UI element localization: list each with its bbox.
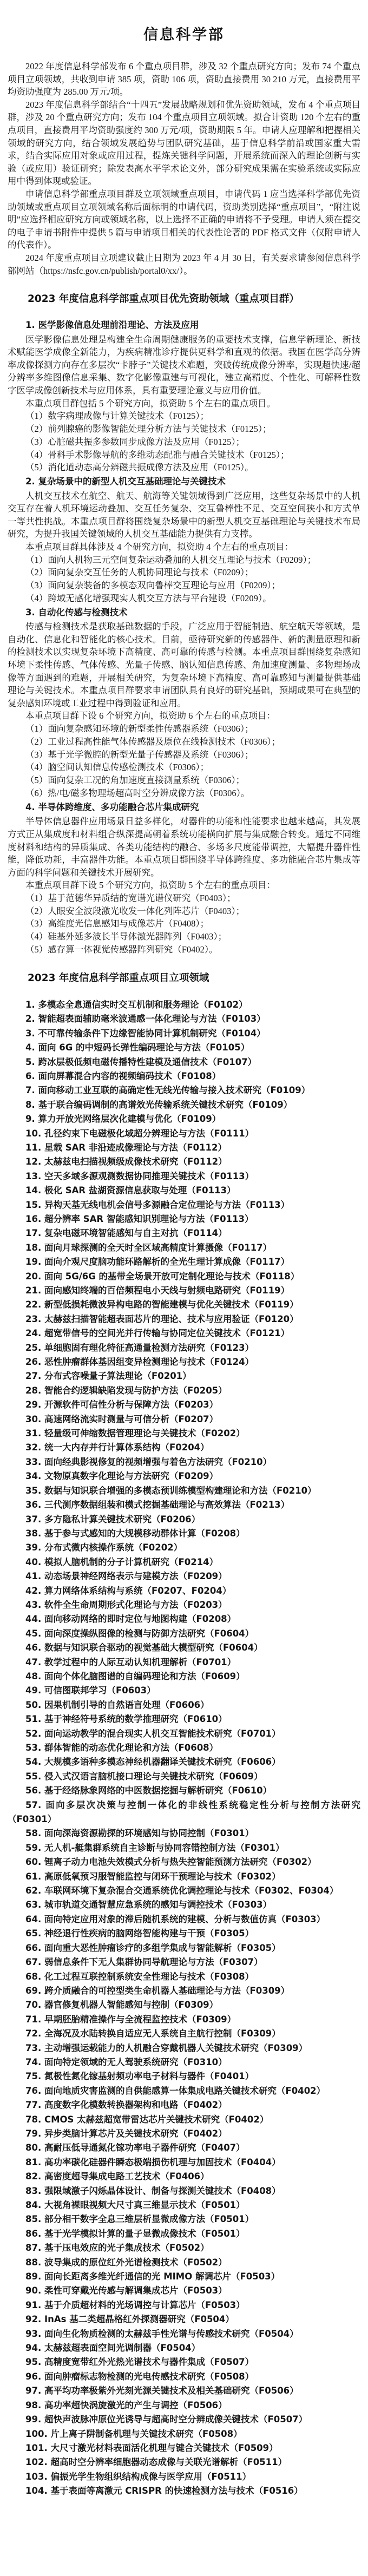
priority-group-4-paragraphs bbox=[8, 815, 360, 892]
key-project-area-item: 87. 基于压电效应的光子集成技术（F0502） bbox=[25, 2243, 209, 2253]
key-project-area-item: 48. 面向个体化脑图谱的自编码理论和方法（F0609） bbox=[25, 1671, 245, 1681]
priority-group-1 bbox=[8, 319, 360, 474]
key-project-area-item: 24. 超宽带信号的空间光并行传输与协同定位关键技术（F0121） bbox=[25, 1328, 290, 1339]
key-project-area-item: 46. 数据与知识联合驱动的视觉基础大模型研究（F0604） bbox=[25, 1642, 263, 1653]
key-project-area-item: 52. 面向运动教学的混合现实人机交互智能技术研究（F0701） bbox=[25, 1728, 281, 1739]
key-project-area-item: 83. 强限域激子闪烁晶体设计、制备与探测关键技术（F0408） bbox=[25, 2185, 281, 2196]
key-project-area-item: 68. 化工过程互联控制系统安全性理论与技术（F0308） bbox=[25, 1971, 254, 1982]
key-project-area-item: 54. 大规模多语种多模态神经机器翻译关键技术研究（F0606） bbox=[25, 1757, 281, 1767]
research-direction: （1）面向复杂感知环境的新型柔性传感器系统（F0306）； bbox=[25, 724, 254, 734]
research-direction: （3）面向复杂装备的多模态双向鲁棒交互理论与应用（F0209）； bbox=[25, 580, 281, 591]
key-project-area-item: 57. 面向多层次决策与控制一体化的非线性系统稳定性分析与控制方法研究（F0301） bbox=[8, 1799, 360, 1825]
key-project-area-item: 74. 面向特定领域的无人驾驶系统研究（F0310） bbox=[25, 2056, 227, 2067]
key-project-area-item: 9. 算力开放光网络层次化建模与优化（F0109） bbox=[25, 1114, 221, 1125]
key-project-area-item: 53. 群体智能的动态优化理论和方法（F0608） bbox=[25, 1743, 219, 1753]
key-project-area-item: 22. 新型低损耗微波异构电路的智能建模与优化关键技术（F0119） bbox=[25, 1299, 299, 1310]
key-project-areas-list bbox=[8, 998, 360, 2499]
key-project-area-item: 15. 异构天基无线电机会信号多源融合定位理论与方法（F0113） bbox=[25, 1199, 290, 1210]
key-project-area-item: 58. 面向深海资源勘探的环境感知与协同控制（F0301） bbox=[25, 1828, 254, 1839]
key-project-area-item: 5. 跨冰层极低频电磁传播特性建模及通信技术（F0107） bbox=[25, 1056, 257, 1067]
research-direction: （1）基于范德华异质结的宽谱光谱仪研究（F0403）； bbox=[25, 892, 236, 903]
key-project-area-item: 63. 城市轨道交通智慧应急系统的感知与调控技术（F0303） bbox=[25, 1900, 272, 1910]
key-project-area-item: 77. 高度数字化模数转换器架构和电路（F0402） bbox=[25, 2100, 227, 2111]
key-project-area-item: 56. 基于经络脉象网络的中医数据挖掘与解析研究（F0610） bbox=[25, 1785, 272, 1796]
key-project-area-item: 17. 复杂电磁环境智能感知与自主对抗（F0114） bbox=[25, 1228, 227, 1239]
key-project-area-item: 29. 开源软件可信性分析与保障方法（F0203） bbox=[25, 1399, 219, 1410]
group-paragraph: 本重点项目群具体涉及 4 个研究方向，拟资助 4 个左右的重点项目： bbox=[25, 542, 293, 553]
key-project-area-item: 96. 面向肿瘤标志物检测的光电传感技术研究（F0508） bbox=[25, 2371, 254, 2382]
research-direction: （1）数字病理成像与计算关键技术（F0125）； bbox=[25, 411, 209, 422]
page-title: 信息科学部 bbox=[143, 27, 225, 43]
key-project-area-item: 78. CMOS 太赫兹超宽带雷达芯片关键技术研究（F0402） bbox=[25, 2114, 269, 2125]
key-project-area-item: 14. 极化 SAR 盐湖资源信息获取与处理（F0113） bbox=[25, 1185, 236, 1196]
key-project-area-item: 60. 锂离子动力电池失效模式分析与热失控智能预测方法研究（F0302） bbox=[25, 1857, 317, 1868]
key-project-area-item: 82. 高密度超导集成电路工艺技术（F0406） bbox=[25, 2171, 209, 2182]
key-project-area-item: 45. 面向深度操纵图像的检测与防御方法研究（F0604） bbox=[25, 1628, 254, 1639]
key-project-area-item: 79. 异步类脑计算芯片及关键技术研究（F0402） bbox=[25, 2128, 227, 2139]
key-project-area-item: 18. 面向月球探测的全天时全区域高精度计算摄像（F0117） bbox=[25, 1242, 272, 1253]
key-project-area-item: 91. 基于介质超材料的光场调控与计算芯片（F0503） bbox=[25, 2299, 245, 2310]
priority-section-heading: 2023 年度信息科学部重点项目优先资助领域（重点项目群） bbox=[28, 293, 299, 305]
key-project-area-item: 13. 空天多域多源观测数据协同推理关键技术（F0113） bbox=[25, 1171, 254, 1181]
priority-group-2 bbox=[8, 475, 360, 605]
key-project-area-item: 51. 基于神经符号系统的数学推理研究（F0610） bbox=[25, 1714, 227, 1725]
priority-group-3-heading: 3. 自动化传感与检测技术 bbox=[25, 607, 128, 617]
key-project-area-item: 35. 数据与知识联合增强的多模态预训练模型构建理论和方法（F0210） bbox=[25, 1485, 317, 1496]
key-project-area-item: 76. 面向地质灾害监测的自供能感算一体集成电路关键技术研究（F0402） bbox=[25, 2085, 326, 2096]
key-project-area-item: 20. 面向 5G/6G 的基带全场景开放可定制化理论与技术（F0118） bbox=[25, 1271, 300, 1282]
priority-group-1-heading: 1. 医学影像信息处理前沿理论、方法及应用 bbox=[25, 320, 199, 331]
key-project-area-item: 98. 高功率超快涡旋激光的产生与调控（F0506） bbox=[25, 2400, 227, 2410]
key-project-area-item: 43. 软件全生命周期形式化理论与方法（F0203） bbox=[25, 1599, 227, 1610]
key-project-area-item: 66. 面向重大恶性肿瘤诊疗的多组学集成与智能解析（F0305） bbox=[25, 1942, 281, 1953]
research-direction: （1）面向人机物三元空间复杂运动叠加的人机交互理论与技术（F0209）； bbox=[25, 554, 317, 565]
key-project-area-item: 64. 面向特定应用对象的滞后随机系统的建模、分析与数值仿真（F0303） bbox=[25, 1914, 326, 1924]
intro-paragraphs bbox=[8, 60, 360, 277]
key-project-area-item: 37. 多方隐私计算关键技术研究（F0206） bbox=[25, 1514, 201, 1524]
key-project-area-item: 49. 可信图联邦学习（F0603） bbox=[25, 1685, 156, 1696]
key-project-area-item: 6. 面向屏幕混合内容的视频编码技术（F0108） bbox=[25, 1070, 221, 1081]
priority-group-3 bbox=[8, 606, 360, 800]
key-project-area-item: 92. InAs 基二类超晶格红外探测器研究（F0504） bbox=[25, 2314, 234, 2325]
key-project-area-item: 103. 偏振光学生物组织结构成像与医学应用（F0511） bbox=[25, 2471, 252, 2482]
research-direction: （2）前列腺癌的影像智能处理分析方法与关键技术（F0125）； bbox=[25, 423, 272, 434]
key-project-area-item: 93. 面向生化物质检测的太赫兹手性光谱与传感技术研究（F0504） bbox=[25, 2328, 299, 2339]
key-project-area-item: 102. 超高时空分辨率细胞器动态成像与关联光谱解析（F0511） bbox=[25, 2457, 287, 2468]
key-project-area-item: 94. 太赫兹超表面空间光调制器（F0504） bbox=[25, 2343, 201, 2354]
key-project-area-item: 25. 单细胞固有理化特征高通量检测方法研究（F0123） bbox=[25, 1342, 254, 1353]
key-project-area-item: 89. 面向长距离多维光纤通信的光 MIMO 解调芯片（F0503） bbox=[25, 2271, 280, 2282]
research-direction: （4）硅基外延多波长半导体激光器阵列（F0403）； bbox=[25, 931, 227, 942]
key-project-area-item: 72. 全海况及水陆转换自适应无人系统自主航行控制（F0309） bbox=[25, 2028, 281, 2039]
key-project-area-item: 71. 早期胚胎精准操作与全流程监控技术（F0309） bbox=[25, 2014, 236, 2025]
key-project-area-item: 65. 神经退行性疾病的脑网络智能构建与干预（F0305） bbox=[25, 1928, 254, 1939]
key-project-area-item: 62. 车联网环境下复杂混合交通系统优化调控理论与技术（F0302、F0304） bbox=[25, 1885, 339, 1896]
key-project-area-item: 100. 片上离子阱制备机理与关键技术研究（F0508） bbox=[25, 2428, 242, 2439]
key-project-area-item: 34. 文物原真数字化理论与方法研究（F0209） bbox=[25, 1471, 219, 1482]
key-project-area-item: 81. 高功率碳化硅器件瞬态极端损伤机理与加固技术（F0404） bbox=[25, 2157, 281, 2167]
priority-group-1-paragraphs bbox=[8, 333, 360, 410]
key-project-area-item: 90. 柔性可穿戴光传感与解调集成芯片（F0503） bbox=[25, 2285, 227, 2296]
key-project-area-item: 12. 太赫兹电扫描视频级成像技术研究（F0112） bbox=[25, 1156, 227, 1167]
key-project-area-item: 99. 超快声波脉冲原位光诱导与超高时空分辨成像关键技术（F0507） bbox=[25, 2414, 308, 2425]
research-direction: （3）高维度光信息感知与成像芯片（F0408）； bbox=[25, 918, 209, 929]
research-direction: （5）消化道动态高分辨磁共振成像方法及应用（F0125）。 bbox=[25, 462, 254, 473]
key-project-area-item: 38. 基于参与式感知的大规模移动群体计算（F0208） bbox=[25, 1528, 245, 1539]
key-project-area-item: 27. 分布式容噪量子算法理论（F0201） bbox=[25, 1371, 192, 1382]
priority-group-4-directions bbox=[8, 892, 360, 956]
key-project-area-item: 80. 高耐压低导通氮化镓功率电子器件研究（F0407） bbox=[25, 2143, 245, 2153]
key-project-area-item: 21. 面向感知终端的百倍频程电小天线与射频电路研究（F0119） bbox=[25, 1285, 290, 1296]
research-direction: （2）工业过程高性能气体传感器及原位在线检测技术（F0306）； bbox=[25, 736, 281, 747]
key-project-area-item: 10. 孔径约束下电磁极化域超分辨理论与方法（F0111） bbox=[25, 1128, 254, 1139]
key-project-area-item: 84. 大视角裸眼视频大尺寸真三维显示技术（F0501） bbox=[25, 2200, 245, 2210]
key-project-area-item: 101. 大尺寸激光材料表面活化机理与键合关键技术（F0509） bbox=[25, 2442, 278, 2453]
research-direction: （2）人眼安全波段激光收发一体化列阵芯片（F0403）； bbox=[25, 905, 245, 916]
priority-group-2-heading: 2. 复杂场景中的新型人机交互基础理论与关键技术 bbox=[25, 476, 226, 487]
key-project-area-item: 73. 主动增强运载能力的人机融合穿戴机器人关键技术研究（F0309） bbox=[25, 2042, 308, 2053]
key-project-area-item: 59. 无人机-艇集群系统自主诊断与协同容错控制方法（F0301） bbox=[25, 1842, 285, 1853]
research-direction: （3）心脏磁共振多参数同步成像方法及应用（F0125）； bbox=[25, 436, 245, 447]
key-project-area-item: 8. 基于联合编码调制的高谱效光传输系统关键技术研究（F0109） bbox=[25, 1099, 293, 1110]
group-paragraph: 医学影像信息处理是构建全生命周期健康服务的重要技术支撑，信息学新理论、新技术赋能医学成像全新能力，为疾病精准诊疗提供更科学和直观的依据。我国在医学高分辨率成像探测方向存在多层次“卡脖子”关键技术难题，突破传统成像分辨率，实现超快速/超分辨率多维图像信息采集、数字化影像重建与可视化，建立高精度、个性化、可解释性数字医学成像创新技术与应用体系，具有重要理论意义与应用价值。 bbox=[8, 334, 360, 396]
key-project-area-item: 86. 基于光学模拟计算的量子显微成像技术（F0501） bbox=[25, 2228, 245, 2239]
key-project-area-item: 7. 面向移动工业互联的高确定性无线光传输与接入技术研究（F0109） bbox=[25, 1085, 311, 1096]
intro-paragraph: 2023 年度信息科学部结合“十四五”发展战略规划和优先资助领域，发布 4 个重点项目群，涉及 20 个重点研究方向；发布 104 个重点项目立项领域。拟合计资助 120 个左右的重点项目，直接费用平均资助强度约 300 万元/项，资助期限 5 年。申请人应理解和把握相关领域的研究方向，结合领域发展趋势与团队研究基础，基于信息科学前沿或国家重大需求，结合实际应用对象或应用过程，提炼关键科学问题，开展系统而深入的理论创新与实验（或应用）验证研究；除发表高水平学术论文外，部分研究成果需在实验系统或实际应用中得到体现或验证。 bbox=[8, 99, 360, 187]
key-project-area-item: 44. 面向移动网络的即时定位与地图构建（F0208） bbox=[25, 1614, 236, 1625]
key-project-area-item: 88. 波导集成的原位红外光谱检测技术（F0502） bbox=[25, 2257, 227, 2268]
key-project-area-item: 50. 因果机制引导的自然语言处理（F0606） bbox=[25, 1699, 209, 1710]
priority-group-4 bbox=[8, 801, 360, 956]
areas-section-heading: 2023 年度信息科学部重点项目立项领域 bbox=[28, 972, 209, 984]
research-direction: （2）面向复杂交互任务的人机协同理论与技术（F0209）； bbox=[25, 567, 254, 578]
key-project-area-item: 33. 面向经典影视修复的视频增强与着色方法研究（F0210） bbox=[25, 1456, 272, 1467]
key-project-area-item: 16. 超分辨率 SAR 智能感知识别理论与方法（F0113） bbox=[25, 1213, 254, 1224]
priority-group-3-paragraphs bbox=[8, 620, 360, 722]
key-project-area-item: 47. 教学过程中的人际互动认知机理解析（F0701） bbox=[25, 1657, 236, 1667]
key-project-area-item: 26. 恶性肿瘤群体基因组变异检测理论与技术（F0124） bbox=[25, 1357, 254, 1368]
key-project-area-item: 75. 氮极性氮化镓基射频功率电子材料与器件（F0401） bbox=[25, 2071, 254, 2082]
key-project-area-item: 104. 基于表面等离激元 CRISPR 的快速检测方法与技术（F0516） bbox=[25, 2486, 303, 2496]
key-project-area-item: 95. 高精度宽带红外光热光谱技术与器件集成（F0507） bbox=[25, 2357, 254, 2368]
research-direction: （4）跨域无感化增强现实人机交互方法与平台建设（F0209）。 bbox=[25, 593, 272, 603]
key-project-area-item: 70. 器官修复机器人智能感知与控制（F0309） bbox=[25, 2000, 219, 2010]
key-project-area-item: 32. 统一大内存并行计算体系结构（F0204） bbox=[25, 1442, 209, 1453]
key-project-area-item: 41. 动态场景神经网络表示与建模方法（F0209） bbox=[25, 1571, 227, 1582]
research-direction: （3）基于光学微腔的新型光量子传感器及系统（F0306）； bbox=[25, 749, 254, 760]
research-direction: （5）面向复杂工况的角加速度直接测量系统（F0306）； bbox=[25, 775, 245, 786]
priority-group-4-heading: 4. 半导体跨维度、多功能融合芯片集成研究 bbox=[25, 801, 199, 812]
research-direction: （4）骨科手术影像导航的多维动态配准与融合关键技术（F0125）； bbox=[25, 449, 290, 460]
key-project-area-item: 30. 高速网络流实时测量与可信分析（F0207） bbox=[25, 1414, 219, 1424]
key-project-area-item: 40. 模拟人脑机制的分子计算机研究（F0214） bbox=[25, 1556, 219, 1567]
key-project-area-item: 19. 面向介观尺度脑功能环路解析的全光生理计算成像（F0117） bbox=[25, 1257, 290, 1267]
key-project-area-item: 55. 侵入式汉语言脑机接口理论与关键技术研究（F0609） bbox=[25, 1771, 263, 1782]
intro-paragraph: 2022 年度信息科学部发布 6 个重点项目群，涉及 32 个重点研究方向；发布 74 个重点项目立项领域，共收到申请 385 项，资助 106 项，资助直接费用 30 210 万元，直接费用平均资助强度为 285.00 万元/项。 bbox=[8, 61, 360, 97]
key-project-area-item: 67. 弱信息条件下无人集群协同导航理论与方法（F0307） bbox=[25, 1957, 263, 1968]
key-project-area-item: 11. 星载 SAR 非沿迹成像理论与方法（F0112） bbox=[25, 1142, 227, 1153]
group-paragraph: 本重点项目群下设 5 个研究方向，拟资助 5 个左右的重点项目： bbox=[25, 880, 275, 891]
key-project-area-item: 39. 分布式微内核操作系统（F0202） bbox=[25, 1542, 183, 1553]
priority-group-2-paragraphs bbox=[8, 490, 360, 554]
group-paragraph: 传感与检测技术是获取基础数据的手段，广泛应用于智能制造、航空航天等领域，是自动化、信息化和智能化的核心技术。目前，亟待研究新的传感器件、新的测量原理和新的检测技术以实现复杂环境下高精度、高可靠的传感与检测。本重点项目群围绕复杂感知环境下柔性传感、气体传感、光量子传感、脑认知信息传感、角加速度测量、多物理场成像等方面遇到的难题，开展相关研究，为复杂环境下高精度、高可靠感知与测量提供基础理论与关键技术。本重点项目群要求申请团队具有良好的研究基础，预期成果可在典型的复杂感知环境或工业过程中得到验证和应用。 bbox=[8, 621, 360, 708]
key-project-area-item: 69. 跨介质融合的可控型类生命机器人基础理论与方法（F0309） bbox=[25, 1985, 290, 1996]
research-direction: （6）热/电/磁多物理场超高时空分辨成像方法（F0306）。 bbox=[25, 788, 250, 799]
intro-paragraph: 申请信息科学部重点项目群及立项领域重点项目，申请代码 1 应当选择科学部优先资助领域或重点项目立项领域名称后面标明的申请代码，资助类别选择“重点项目”，“附注说明”应选择相应研究方向或领域名称，以上选择不正确的申请将不予受理。申请人须在提交的电子申请书附件中提供 5 篇与申请项目相关的代表性论著的 PDF 格式文件（仅附申请人的代表作）。 bbox=[8, 188, 360, 251]
research-direction: （4）脑空间认知信息传感检测技术（F0306）； bbox=[25, 762, 209, 773]
key-project-area-item: 42. 算力网络体系结构与系统（F0207、F0204） bbox=[25, 1585, 232, 1596]
key-project-area-item: 85. 部分相干数字全息三维层析显微成像方法（F0501） bbox=[25, 2214, 254, 2225]
key-project-area-item: 4. 面向 6G 的中短码长弹性编码理论与方法（F0105） bbox=[25, 1042, 250, 1053]
group-paragraph: 人机交互技术在航空、航天、航海等关键领域得到广泛应用，这些复杂场景中的人机交互存在着人机环境运动叠加、交互任务复杂、交互鲁棒性不足、交互空间狭小和方式单一等共性挑战。本重点项目群将围绕复杂场景中的新型人机交互基础理论与关键技术布局研究，为提升我国关键领域的人机交互基础能力提供有力支撑。 bbox=[8, 490, 360, 540]
key-project-area-item: 36. 三代测序数据组装和模式挖掘基础理论与高效算法（F0213） bbox=[25, 1500, 290, 1510]
intro-paragraph: 2024 年度重点项目立项建议截止日期为 2023 年 4 月 30 日，有关要求请参阅信息科学部网站（https://nsfc.gov.cn/publish/portal0/xx/）。 bbox=[8, 252, 360, 276]
key-project-area-item: 28. 智能合约逻辑缺陷发现与防护方法（F0205） bbox=[25, 1385, 227, 1396]
key-project-area-item: 1. 多模态全息通信实时交互机制和服务理论（F0102） bbox=[25, 999, 248, 1010]
key-project-area-item: 2. 智能超表面辅助毫米波通感一体化理论与方法（F0103） bbox=[25, 1014, 266, 1024]
group-paragraph: 半导体信息器件应用场景日益多样化，对器件的功能和性能要求也越来越高，其发展方式正从集成度和材料组合纵深提高朝着系统功能横向扩展与集成融合转变。通过不同维度材料和结构的异质集成、各类功能结构的融合、多场多尺度能带调控，大幅提升器件性能，降低功耗，丰富器件功能。本重点项目群围绕半导体跨维度、多功能融合芯片集成等方面的科学问题和关键技术开展研究。 bbox=[8, 816, 360, 878]
group-paragraph: 本重点项目群下设 6 个研究方向，拟资助 6 个左右的重点项目： bbox=[25, 711, 275, 721]
key-project-area-item: 97. 高平均功率极紫外光刻光源关键技术及相关基础研究（F0506） bbox=[25, 2386, 299, 2396]
key-project-area-item: 23. 太赫兹扫描智能超表面芯片的理论、技术与应用验证（F0120） bbox=[25, 1313, 299, 1324]
priority-group-1-directions bbox=[8, 410, 360, 474]
priority-group-3-directions bbox=[8, 722, 360, 800]
key-project-area-item: 31. 轻量级可伸缩数据管理理论与关键技术（F0202） bbox=[25, 1428, 245, 1439]
key-project-area-item: 3. 不可靠传输条件下边缘智能协同计算机制研究（F0104） bbox=[25, 1028, 266, 1039]
key-project-area-item: 61. 高原低氧预习服智能监控与闭环干预理论与技术（F0302） bbox=[25, 1871, 281, 1882]
priority-group-2-directions bbox=[8, 554, 360, 605]
group-paragraph: 本重点项目群包括 5 个研究方向，拟资助 5 个左右的重点项目。 bbox=[25, 398, 275, 409]
research-direction: （5）感存算一体视觉传感器阵列研究（F0402）。 bbox=[25, 944, 218, 955]
